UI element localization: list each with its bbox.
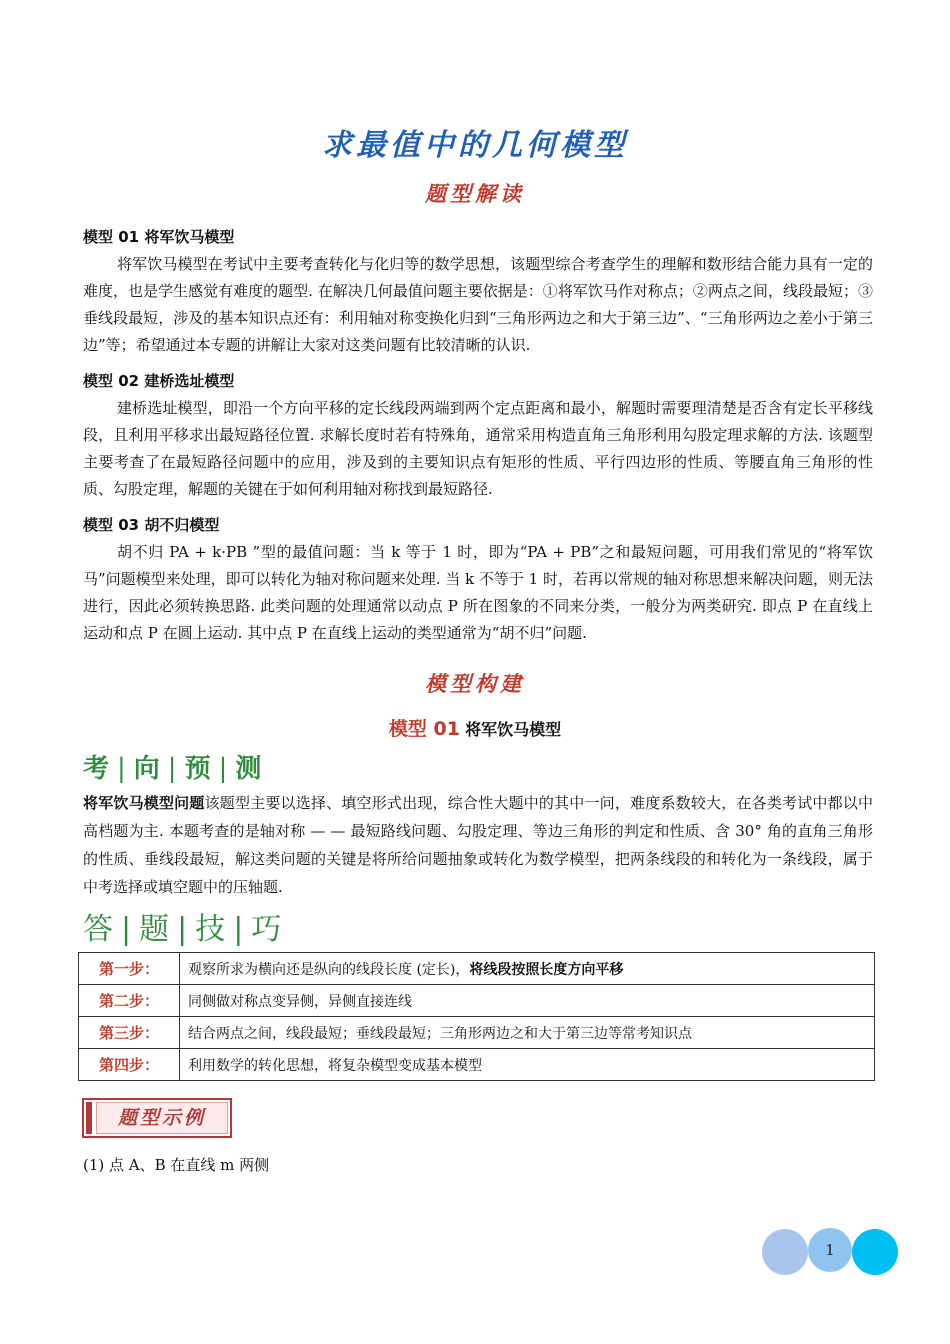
model-title-prefix: 模型 01 [388, 718, 460, 740]
page-decoration-circle-left [762, 1229, 808, 1275]
kaoxiang-char-4: 测 [235, 754, 264, 784]
step-label: 第三步： [79, 1017, 180, 1049]
kaoxiang-body: 该题型主要以选择、填空形式出现，综合性大题中的其中一问，难度系数较大，在各类考试中都以中高档题为主. 本题考查的是轴对称 — — 最短路线问题、勾股定理、等边三角形的判定和性质、含 30° 角的直角三角形的性质、垂线段最短，解这类问题的关键是将所给问题抽象或转化为数学模型，把两条线段的和转化为一条线段，属于中考选择或填空题中的压轴题. [83, 794, 873, 896]
page-decoration-circle-right [852, 1229, 898, 1275]
kaoxiang-yuce-heading: 考 | 向 | 预 | 测 [83, 754, 264, 784]
table-row [79, 953, 875, 985]
table-row [79, 1017, 875, 1049]
page-title: 求最值中的几何模型 [322, 128, 628, 163]
step-text: 观察所求为横向还是纵向的线段长度 (定长)，将线段按照长度方向平移 [180, 953, 875, 985]
dati-char-2: 题 [139, 912, 172, 947]
model-02-text: 建桥选址模型，即沿一个方向平移的定长线段两端到两个定点距离和最小，解题时需要理清楚是否含有定长平移线段，且利用平移求出最短路径位置. 求解长度时若有特殊角，通常采用构造直角三角形利用勾股定理求解的方法. 该题型主要考查了在最短路径问题中的应用，涉及到的主要知识点有矩形的性质、平行四边形的性质、等腰直角三角形的性质、勾股定理，解题的关键在于如何利用轴对称找到最短路径. [83, 399, 873, 498]
table-row [79, 1049, 875, 1081]
kaoxiang-char-1: 考 [83, 754, 112, 784]
table-row [79, 985, 875, 1017]
kaoxiang-lead: 将军饮马模型问题 [83, 794, 205, 812]
step-text: 结合两点之间，线段最短；垂线段最短；三角形两边之和大于第三边等常考知识点 [180, 1017, 875, 1049]
page-number: 1 [825, 1241, 835, 1259]
dati-char-3: 技 [195, 912, 228, 947]
step-text: 同侧做对称点变异侧，异侧直接连线 [180, 985, 875, 1017]
model-02-heading: 模型 02 建桥选址模型 [83, 372, 235, 390]
dati-char-1: 答 [83, 912, 115, 947]
step-label: 第一步： [79, 953, 180, 985]
example-label: 题型示例 [96, 1102, 228, 1134]
step-label: 第四步： [79, 1049, 180, 1081]
section-heading-tixing-jiedu: 题型解读 [425, 181, 525, 206]
model-03-heading: 模型 03 胡不归模型 [83, 516, 220, 534]
step-label: 第二步： [79, 985, 180, 1017]
dati-jiqiao-heading: 答 | 题 | 技 | 巧 [83, 912, 284, 947]
example-label-box [82, 1098, 232, 1138]
case-1-text: (1) 点 A、B 在直线 m 两侧 [83, 1156, 270, 1174]
kaoxiang-char-2: 向 [133, 754, 162, 784]
step-text: 利用数学的转化思想，将复杂模型变成基本模型 [180, 1049, 875, 1081]
kaoxiang-char-3: 预 [184, 754, 213, 784]
model-01-text: 将军饮马模型在考试中主要考查转化与化归等的数学思想，该题型综合考查学生的理解和数形结合能力具有一定的难度，也是学生感觉有难度的题型. 在解决几何最值问题主要依据是：①将军饮马作对称点；②两点之间，线段最短；③垂线段最短，涉及的基本知识点还有：利用轴对称变换化归到“三角形两边之和大于第三边”、“三角形两边之差小于第三边”等；希望通过本专题的讲解让大家对这类问题有比较清晰的认识. [83, 255, 873, 354]
kaoxiang-text [83, 789, 873, 901]
model-title [0, 714, 950, 741]
steps-table [78, 952, 875, 1081]
model-03-text: 胡不归 PA + k·PB ”型的最值问题：当 k 等于 1 时，即为“PA + PB”之和最短问题，可用我们常见的“将军饮马”问题模型来处理，即可以转化为轴对称问题来处理. 当 k 不等于 1 时，若再以常规的轴对称思想来解决问题，则无法进行，因此必须转换思路. 此类问题的处理通常以动点 P 所在图象的不同来分类，一般分为两类研究. 即点 P 在直线上运动和点 P 在圆上运动. 其中点 P 在直线上运动的类型通常为“胡不归”问题. [83, 543, 873, 642]
model-01-heading: 模型 01 将军饮马模型 [83, 228, 235, 246]
section-heading-moxing-goujian: 模型构建 [425, 671, 525, 696]
dati-char-4: 巧 [251, 912, 284, 947]
model-title-name: 将军饮马模型 [465, 720, 562, 739]
